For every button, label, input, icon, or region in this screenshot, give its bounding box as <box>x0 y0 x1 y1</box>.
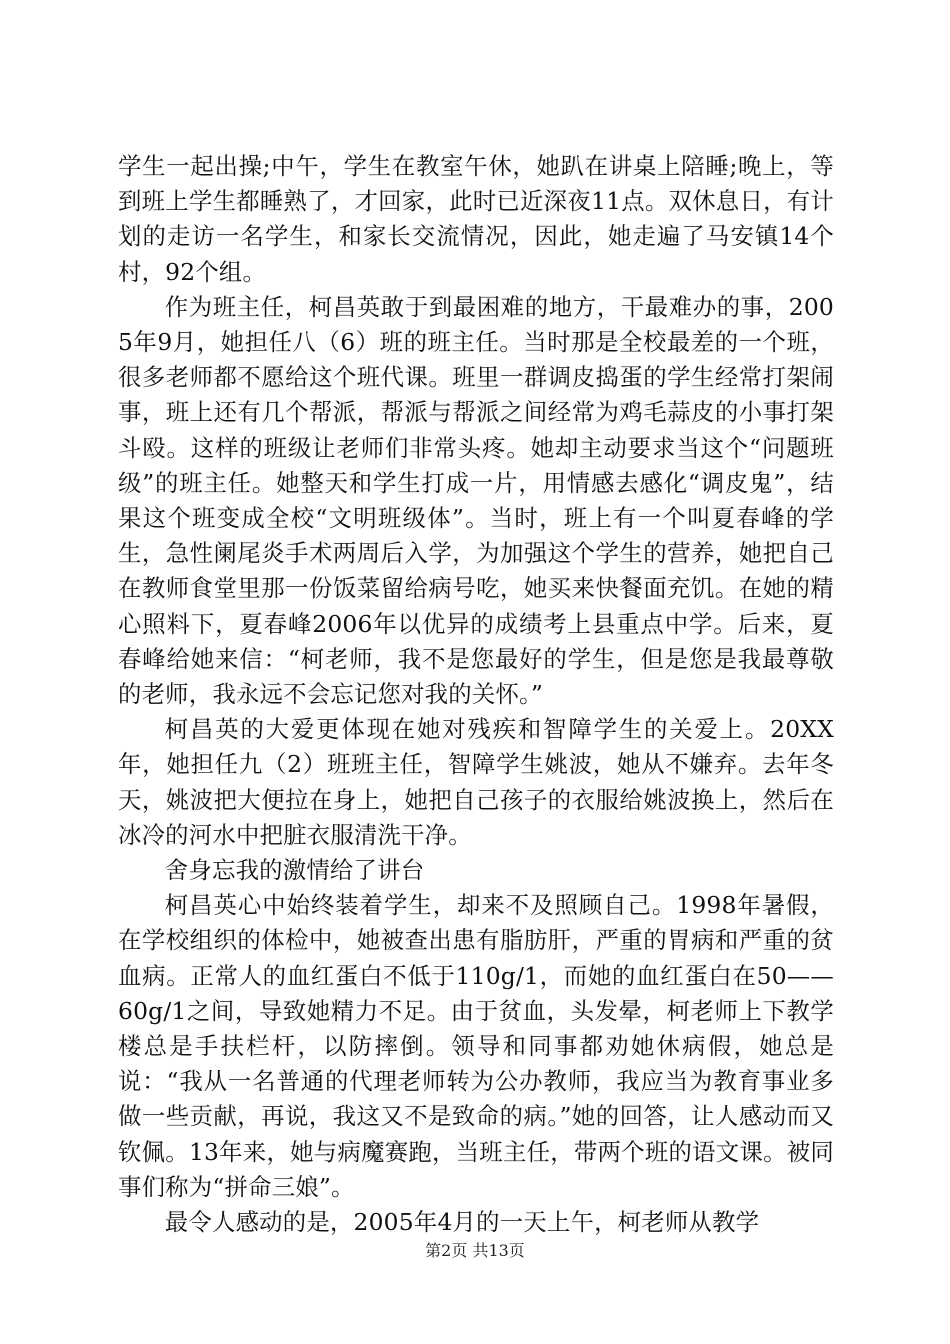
paragraph-continuation: 学生一起出操;中午，学生在教室午休，她趴在讲桌上陪睡;晚上，等到班上学生都睡熟了，才回家，此时已近深夜11点。双休息日，有计划的走访一名学生，和家长交流情况，因此，她走遍了马安镇14个村，92个组。 <box>118 152 834 286</box>
section-heading: 舍身忘我的激情给了讲台 <box>164 856 425 885</box>
document-body <box>118 149 834 1240</box>
page-footer <box>0 1240 950 1262</box>
paragraph-illness: 柯昌英心中始终装着学生，却来不及照顾自己。1998年暑假，在学校组织的体检中，她被查出患有脂肪肝，严重的胃病和严重的贫血病。正常人的血红蛋白不低于110g/1，而她的血红蛋白在50——60g/1之间，导致她精力不足。由于贫血，头发晕，柯老师上下教学楼总是手扶栏杆，以防摔倒。领导和同事都劝她休病假，她总是说：“我从一名普通的代理老师转为公办教师，我应当为教育事业多做一些贡献，再说，我这又不是致命的病。”她的回答，让人感动而又钦佩。13年来，她与病魔赛跑，当班主任，带两个班的语文课。被同事们称为“拼命三娘”。 <box>118 891 834 1201</box>
paragraph-most-moving: 最令人感动的是，2005年4月的一天上午，柯老师从教学 <box>164 1208 760 1237</box>
page-number-label: 第2页 共13页 <box>425 1241 525 1260</box>
paragraph-head-teacher: 作为班主任，柯昌英敢于到最困难的地方，干最难办的事，2005年9月，她担任八（6）班的班主任。当时那是全校最差的一个班，很多老师都不愿给这个班代课。班里一群调皮捣蛋的学生经常打架闹事，班上还有几个帮派，帮派与帮派之间经常为鸡毛蒜皮的小事打架斗殴。这样的班级让老师们非常头疼。她却主动要求当这个“问题班级”的班主任。她整天和学生打成一片，用情感去感化“调皮鬼”，结果这个班变成全校“文明班级体”。当时，班上有一个叫夏春峰的学生，急性阑尾炎手术两周后入学，为加强这个学生的营养，她把自己在教师食堂里那一份饭菜留给病号吃，她买来快餐面充饥。在她的精心照料下，夏春峰2006年以优异的成绩考上县重点中学。后来，夏春峰给她来信：“柯老师，我不是您最好的学生，但是您是我最尊敬的老师，我永远不会忘记您对我的关怀。” <box>118 292 834 709</box>
paragraph-care-for-disabled: 柯昌英的大爱更体现在她对残疾和智障学生的关爱上。20XX年，她担任九（2）班班主任，智障学生姚波，她从不嫌弃。去年冬天，姚波把大便拉在身上，她把自己孩子的衣服给姚波换上，然后在冰冷的河水中把脏衣服清洗干净。 <box>118 715 834 849</box>
